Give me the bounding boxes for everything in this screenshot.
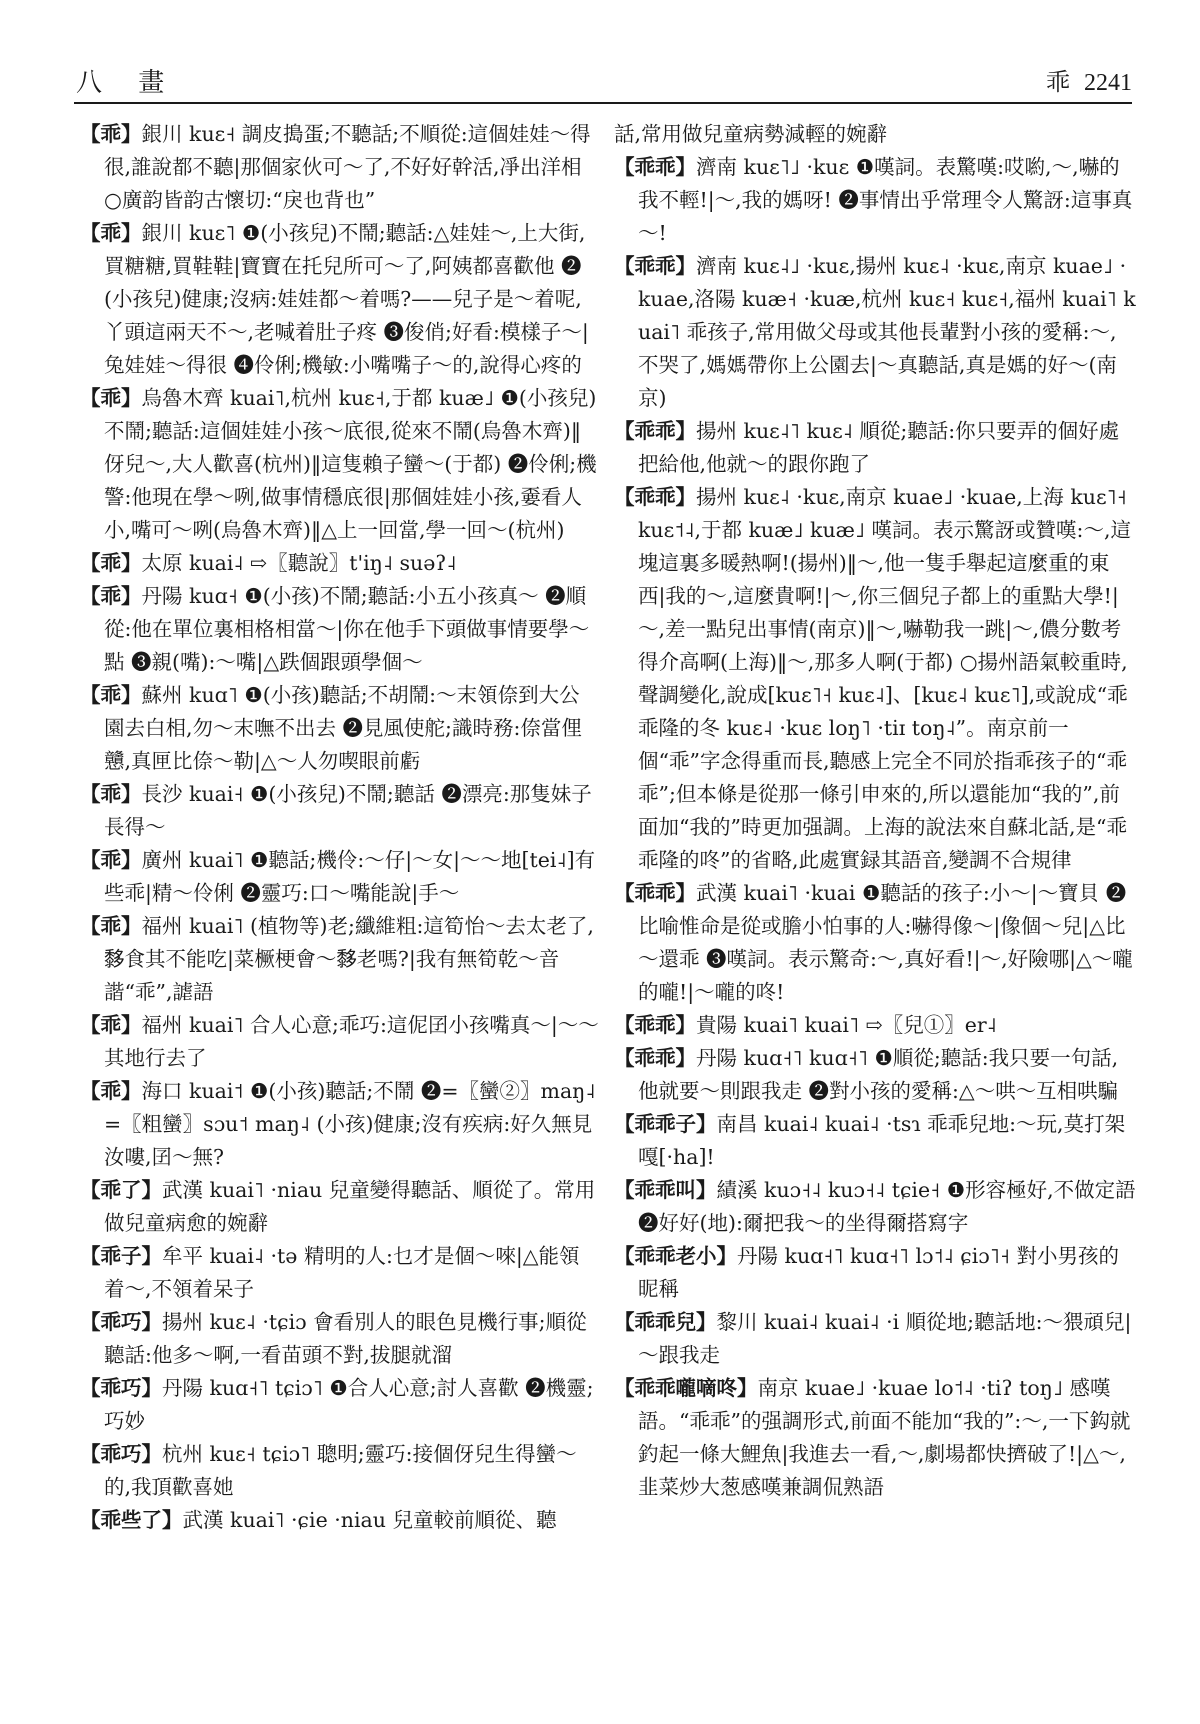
entry-definition: 話,常用做兒童病勢減輕的婉辭 xyxy=(614,122,888,146)
entry-headword: 【乖】 xyxy=(80,551,142,575)
entry-headword: 【乖乖子】 xyxy=(614,1112,717,1136)
entry-headword: 【乖乖】 xyxy=(614,155,696,179)
entry-definition: 南京 kuae˩ ·kuae lo˦˨ ·tiʔ toŋ˩ 感嘆語。“乖乖”的强調形式,前面不能加“我的”:～,一下鈎就釣起一條大鯉魚|我進去一看,～,劇場都快擠破了!|△～,韭菜炒大葱感嘆兼調侃熟語 xyxy=(638,1376,1131,1499)
dictionary-entry xyxy=(614,1174,1136,1240)
dictionary-entry xyxy=(80,1306,600,1372)
entry-definition: 蘇州 kuɑ˥ ❶(小孩)聽話;不胡鬧:～末領倷到大公園去白相,勿～末嘸不出去 ❷見風使舵;識時務:倷當俚戇,真匣比倷～勒|△～人勿喫眼前虧 xyxy=(104,683,582,773)
dictionary-entry xyxy=(614,1372,1136,1504)
entry-definition: 揚州 kuɛ˨˥ kuɛ˨ 順從;聽話:你只要弄的個好處把給他,他就～的跟你跑了 xyxy=(638,419,1120,476)
entry-headword: 【乖乖】 xyxy=(614,419,696,443)
entry-headword: 【乖乖老小】 xyxy=(614,1244,737,1268)
dictionary-entry xyxy=(80,118,600,217)
dictionary-entry xyxy=(614,1042,1136,1108)
entry-headword: 【乖乖叫】 xyxy=(614,1178,717,1202)
dictionary-entry xyxy=(80,1174,600,1240)
entry-definition: 太原 kuai˨ ⇨〖聽說〗t'iŋ˨ suəʔ˨ xyxy=(141,551,457,575)
entry-definition: 福州 kuai˥ 合人心意;乖巧:這伲囝小孩嘴真～|～～其地行去了 xyxy=(104,1013,599,1070)
entry-headword: 【乖】 xyxy=(80,386,142,410)
running-head xyxy=(1046,62,1132,97)
dictionary-entry xyxy=(80,910,600,1009)
entry-definition: 揚州 kuɛ˨ ·kuɛ,南京 kuae˩ ·kuae,上海 kuɛ˥˧ kuɛ˦˨,于都 kuæ˩ kuæ˩ 嘆詞。表示驚訝或贊嘆:～,這塊這裏多暖熱啊!(揚州)‖～,他一隻手舉起這麼重的東西|我的～,這麼貴啊!|～,你三個兒子都上的重點大學!|～,差一點兒出事情(南京)‖～,嚇勒我一跳|～,儂分數考得介高啊(上海)‖～,那多人啊(于都) ○揚州語氣較重時,聲調變化,說成[kuɛ˥˧ kuɛ˨]、[kuɛ˨ kuɛ˥],或說成“乖乖隆的冬 kuɛ˨ ·kuɛ loŋ˥ ·tiɪ toŋ˨”。南京前一個“乖”字念得重而長,聽感上完全不同於指乖孩子的“乖乖”;但本條是從那一條引申來的,所以還能加“我的”,前面加“我的”時更加强調。上海的說法來自蘇北話,是“乖乖隆的咚”的省略,此處實録其語音,變調不合規律 xyxy=(638,485,1131,872)
dictionary-entry xyxy=(614,118,1136,151)
entry-definition: 海口 kuai˦ ❶(小孩)聽話;不鬧 ❷=〖蠻②〗maŋ˨ =〖粗蠻〗sɔu˦ maŋ˨ (小孩)健康;沒有疾病:好久無見汝嘍,囝～無? xyxy=(104,1079,596,1169)
dictionary-entry xyxy=(80,679,600,778)
entry-definition: 揚州 kuɛ˨ ·tɕiɔ 會看別人的眼色見機行事;順從聽話:他多～啊,一看苗頭不對,拔腿就溜 xyxy=(104,1310,587,1367)
dictionary-entry xyxy=(614,250,1136,415)
entry-headword: 【乖】 xyxy=(80,1079,142,1103)
entry-headword: 【乖】 xyxy=(80,1013,142,1037)
entry-definition: 丹陽 kuɑ˧˥ kuɑ˧˥ ❶順從;聽話:我只要一句話,他就要～則跟我走 ❷對小孩的愛稱:△～哄～互相哄騙 xyxy=(638,1046,1119,1103)
dictionary-entry xyxy=(614,415,1136,481)
entry-headword: 【乖子】 xyxy=(80,1244,162,1268)
entry-definition: 廣州 kuai˥ ❶聽話;機伶:～仔|～女|～～地[tei˨]有些乖|精～伶俐 ❷靈巧:口～嘴能說|手～ xyxy=(104,848,596,905)
entry-headword: 【乖些了】 xyxy=(80,1508,183,1532)
dictionary-entry xyxy=(80,1438,600,1504)
entry-definition: 武漢 kuai˥ ·kuai ❶聽話的孩子:小～|～寶貝 ❷比喻惟命是從或膽小怕事的人:嚇得像～|像個～兒|△比～還乖 ❸嘆詞。表示驚奇:～,真好看!|～,好險哪|△～嚨的嚨!|～嚨的咚! xyxy=(638,881,1133,1004)
entry-headword: 【乖乖】 xyxy=(614,254,696,278)
entry-definition: 烏魯木齊 kuai˥,杭州 kuɛ˧,于都 kuæ˩ ❶(小孩兒)不鬧;聽話:這個娃娃小孩～底很,從來不鬧(烏魯木齊)‖伢兒～,大人歡喜(杭州)‖這隻賴子蠻～(于都) ❷伶俐;機警:他現在學～咧,做事情穩底很|那個娃娃小孩,嫑看人小,嘴可～咧(烏魯木齊)‖△上一回當,學一回～(杭州) xyxy=(104,386,597,542)
entry-definition: 南昌 kuai˨ kuai˨ ·tsɿ 乖乖兒地:～玩,莫打架嘎[·ha]! xyxy=(638,1112,1126,1169)
entry-definition: 銀川 kuɛ˥ ❶(小孩兒)不鬧;聽話:△娃娃～,上大街,買糖糖,買鞋鞋|寶寶在托兒所可～了,阿姨都喜歡他 ❷(小孩兒)健康;沒病:娃娃都～着嗎?——兒子是～着呢,丫頭這兩天不～,老喊着肚子疼 ❸俊俏;好看:模樣子～|兔娃娃～得很 ❹伶俐;機敏:小嘴嘴子～的,說得心疼的 xyxy=(104,221,589,377)
dictionary-entry xyxy=(80,1009,600,1075)
entry-headword: 【乖】 xyxy=(80,221,142,245)
entry-headword: 【乖乖】 xyxy=(614,1046,696,1070)
entry-headword: 【乖乖嚨嘀咚】 xyxy=(614,1376,758,1400)
entry-headword: 【乖乖】 xyxy=(614,1013,696,1037)
entry-headword: 【乖】 xyxy=(80,584,142,608)
entry-headword: 【乖乖兒】 xyxy=(614,1310,717,1334)
header-rule xyxy=(74,102,1132,104)
dictionary-entry xyxy=(80,382,600,547)
entry-headword: 【乖】 xyxy=(80,683,142,707)
dictionary-entry xyxy=(80,1504,600,1537)
section-title: 八 畫 xyxy=(76,68,179,98)
entry-definition: 武漢 kuai˥ ·niau 兒童變得聽話、順從了。常用做兒童病愈的婉辭 xyxy=(104,1178,596,1235)
entry-definition: 丹陽 kuɑ˧˥ tɕiɔ˥ ❶合人心意;討人喜歡 ❷機靈;巧妙 xyxy=(104,1376,594,1433)
entry-definition: 杭州 kuɛ˧ tɕiɔ˥ 聰明;靈巧:接個伢兒生得蠻～的,我頂歡喜她 xyxy=(104,1442,577,1499)
entry-headword: 【乖】 xyxy=(80,914,142,938)
right-column xyxy=(614,118,1136,1504)
dictionary-entry xyxy=(80,844,600,910)
entry-definition: 績溪 kuɔ˧˨ kuɔ˧˨ tɕie˧ ❶形容極好,不做定語 ❷好好(地):爾把我～的坐得爾搭寫字 xyxy=(638,1178,1136,1235)
dictionary-entry xyxy=(614,481,1136,877)
dictionary-entry xyxy=(80,778,600,844)
entry-definition: 長沙 kuai˧ ❶(小孩兒)不鬧;聽話 ❷漂亮:那隻妹子長得～ xyxy=(104,782,592,839)
entry-headword: 【乖巧】 xyxy=(80,1376,162,1400)
entry-headword: 【乖】 xyxy=(80,782,142,806)
dictionary-entry xyxy=(80,547,600,580)
entry-definition: 丹陽 kuɑ˧˥ kuɑ˧˥ lɔ˦˨ ɕiɔ˥˧ 對小男孩的昵稱 xyxy=(638,1244,1120,1301)
entry-definition: 貴陽 kuai˥ kuai˥ ⇨〖兒①〗er˨ xyxy=(696,1013,997,1037)
dictionary-entry xyxy=(614,1009,1136,1042)
running-head-char: 乖 xyxy=(1046,68,1070,96)
entry-definition: 武漢 kuai˥ ·ɕie ·niau 兒童較前順從、聽 xyxy=(182,1508,557,1532)
dictionary-entry xyxy=(614,151,1136,250)
entry-headword: 【乖巧】 xyxy=(80,1310,162,1334)
dictionary-entry xyxy=(614,877,1136,1009)
page-number: 2241 xyxy=(1084,70,1132,96)
entry-definition: 福州 kuai˥ (植物等)老;纖維粗:這筍怡～去太老了,𪐀食其不能吃|菜橛梗會～𪐀老嗎?|我有無筍乾～音諧“乖”,謔語 xyxy=(104,914,594,1004)
entry-headword: 【乖】 xyxy=(80,848,142,872)
entry-headword: 【乖乖】 xyxy=(614,485,696,509)
dictionary-entry xyxy=(614,1240,1136,1306)
entry-definition: 濟南 kuɛ˨˩ ·kuɛ,揚州 kuɛ˨ ·kuɛ,南京 kuae˩ ·kuae,洛陽 kuæ˧ ·kuæ,杭州 kuɛ˧ kuɛ˧,福州 kuai˥ kuai˥ 乖孩子,常用做父母或其他長輩對小孩的愛稱:～,不哭了,媽媽帶你上公園去|～真聽話,真是媽的好～(南京) xyxy=(638,254,1136,410)
entry-definition: 黎川 kuai˨ kuai˨ ·i 順從地;聽話地:～猥頑兒|～跟我走 xyxy=(638,1310,1132,1367)
entry-headword: 【乖了】 xyxy=(80,1178,162,1202)
entry-headword: 【乖】 xyxy=(80,122,142,146)
dictionary-entry xyxy=(80,580,600,679)
entry-definition: 銀川 kuɛ˧ 調皮搗蛋;不聽話;不順從:這個娃娃～得很,誰說都不聽|那個家伙可～了,不好好幹活,凈出洋相 ○廣韵皆韵古懷切:“戾也背也” xyxy=(104,122,591,212)
page-header xyxy=(76,58,1132,98)
dictionary-entry xyxy=(80,217,600,382)
left-column xyxy=(80,118,600,1537)
entry-headword: 【乖巧】 xyxy=(80,1442,162,1466)
dictionary-entry xyxy=(80,1372,600,1438)
dictionary-entry xyxy=(80,1075,600,1174)
entry-definition: 丹陽 kuɑ˧ ❶(小孩)不鬧;聽話:小五小孩真～ ❷順從:他在單位裏相格相當～|你在他手下頭做事情要學～點 ❸親(嘴):～嘴|△跌個跟頭學個～ xyxy=(104,584,590,674)
dictionary-entry xyxy=(614,1108,1136,1174)
entry-headword: 【乖乖】 xyxy=(614,881,696,905)
entry-definition: 牟平 kuai˨ ·tə 精明的人:乜才是個～唻|△能領着～,不領着呆子 xyxy=(104,1244,580,1301)
entry-definition: 濟南 kuɛ˥˩ ·kuɛ ❶嘆詞。表驚嘆:哎喲,～,嚇的我不輕!|～,我的媽呀! ❷事情出乎常理令人驚訝:這事真～! xyxy=(638,155,1133,245)
dictionary-entry xyxy=(80,1240,600,1306)
dictionary-entry xyxy=(614,1306,1136,1372)
